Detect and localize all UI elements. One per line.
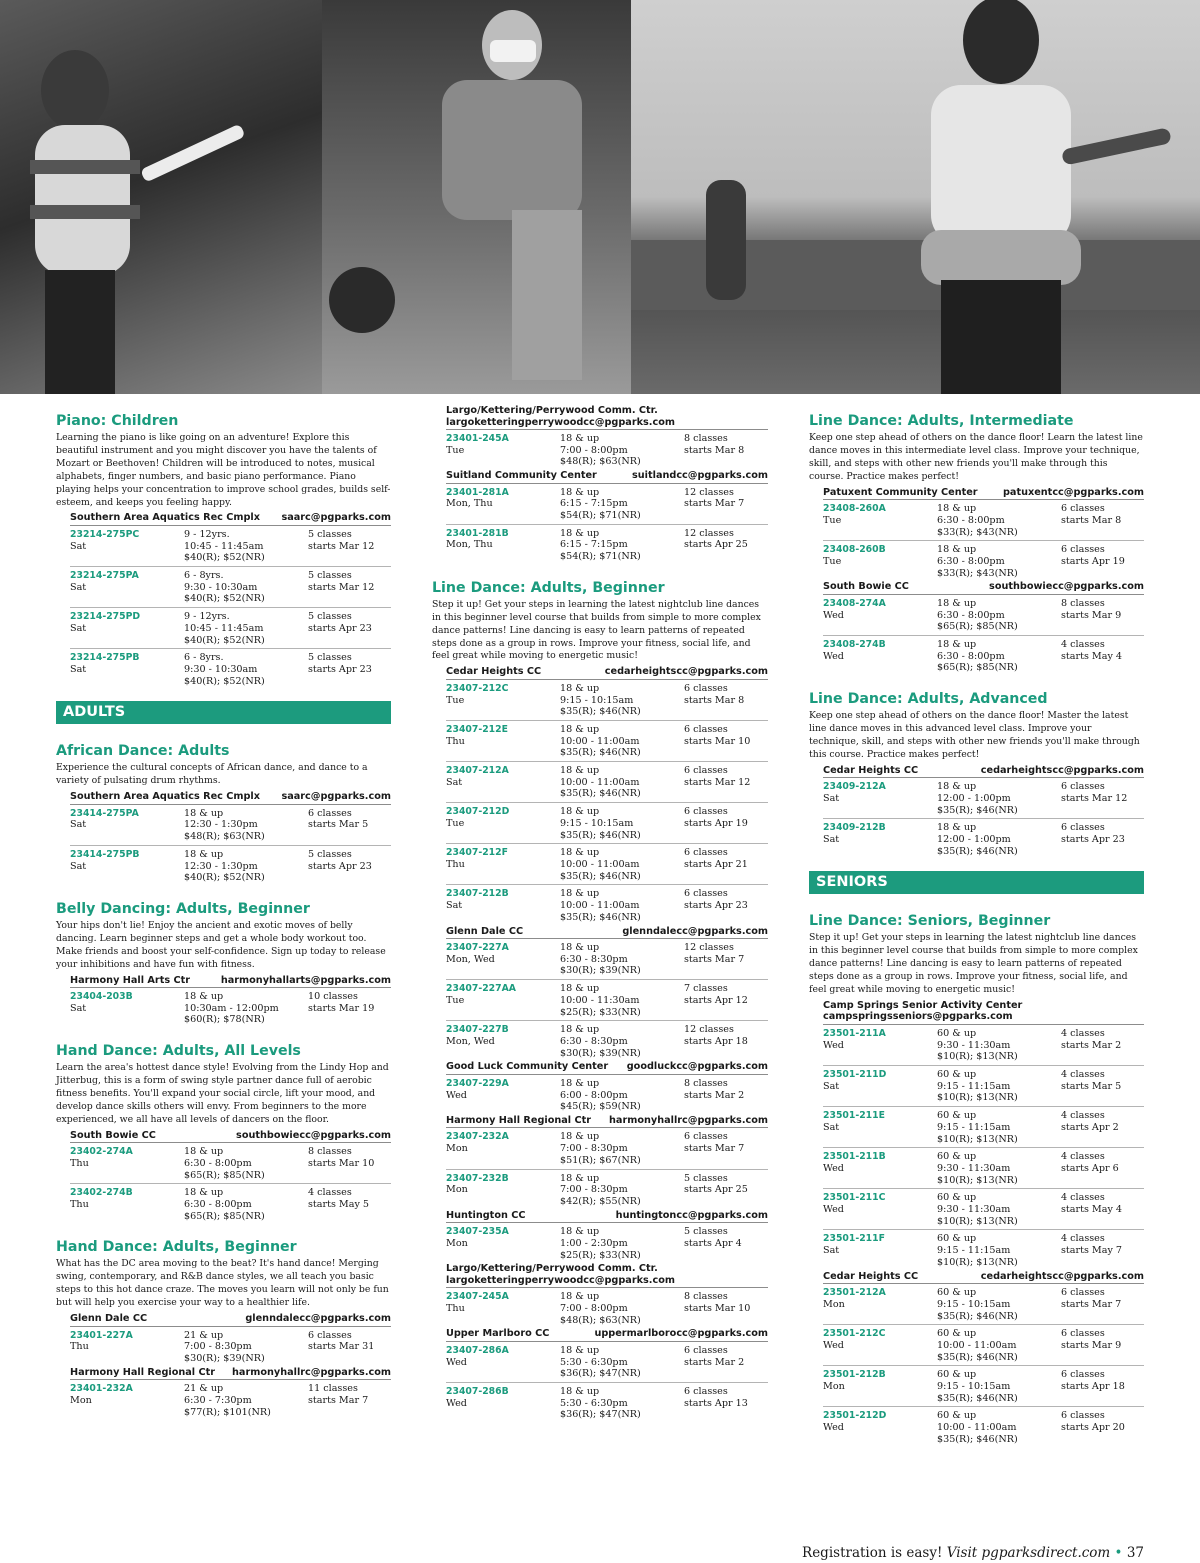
location-header: Patuxent Community Center patuxentcc@pgparks.com xyxy=(823,487,1144,501)
class-row: 23501-211D Sat 60 & up 9:15 - 11:15am $10(R); $13(NR) 4 classes starts Mar 5 xyxy=(823,1066,1144,1107)
location-header: Cedar Heights CC cedarheightscc@pgparks.com xyxy=(823,765,1144,779)
class-row: 23402-274A Thu 18 & up 6:30 - 8:00pm $65(R); $85(NR) 8 classes starts Mar 10 xyxy=(70,1143,391,1184)
class-row: 23501-211C Wed 60 & up 9:30 - 11:30am $10(R); $13(NR) 4 classes starts May 4 xyxy=(823,1189,1144,1230)
location-email[interactable]: cedarheightscc@pgparks.com xyxy=(604,666,768,678)
location-header: Huntington CC huntingtoncc@pgparks.com xyxy=(446,1210,768,1224)
class-row: 23501-212D Wed 60 & up 10:00 - 11:00am $35(R); $46(NR) 6 classes starts Apr 20 xyxy=(823,1410,1125,1445)
location-email[interactable]: patuxentcc@pgparks.com xyxy=(1002,486,1144,498)
class-code[interactable]: 23414-275PA xyxy=(70,807,139,819)
class-row: 23407-212B Sat 18 & up 10:00 - 11:00am $35(R); $46(NR) 6 classes starts Apr 23 xyxy=(446,888,748,923)
class-row: 23401-281B Mon, Thu 18 & up 6:15 - 7:15pm $54(R); $71(NR) 12 classes starts Apr 25 xyxy=(446,527,748,563)
class-code[interactable]: 23214-275PD xyxy=(70,611,141,623)
section-title: African Dance: Adults xyxy=(56,743,230,760)
class-code[interactable]: 23408-274B xyxy=(823,638,886,650)
class-row: 23414-275PA Sat 18 & up 12:30 - 1:30pm $48(R); $63(NR) 6 classes starts Mar 5 xyxy=(70,805,391,846)
class-code[interactable]: 23407-286A xyxy=(446,1344,509,1356)
location-header: Harmony Hall Regional Ctr harmonyhallrc@pgparks.com xyxy=(446,1115,768,1129)
class-row: 23407-286A Wed 18 & up 5:30 - 6:30pm $36(R); $47(NR) 6 classes starts Mar 2 xyxy=(446,1342,768,1383)
class-code[interactable]: 23407-212A xyxy=(446,765,509,777)
location-email[interactable]: glenndalecc@pgparks.com xyxy=(622,925,768,937)
page-footer xyxy=(802,1545,1144,1561)
location-header: Cedar Heights CC cedarheightscc@pgparks.com xyxy=(446,666,768,680)
class-code[interactable]: 23407-212B xyxy=(446,888,509,900)
class-code[interactable]: 23214-275PB xyxy=(70,652,140,664)
section-title: Hand Dance: Adults, Beginner xyxy=(56,1239,297,1256)
section-title: Hand Dance: Adults, All Levels xyxy=(56,1043,301,1060)
section-band-seniors: SENIORS xyxy=(809,871,1144,894)
class-code[interactable]: 23407-227AA xyxy=(446,983,516,995)
class-row: 23408-274B Wed 18 & up 6:30 - 8:00pm $65(R); $85(NR) 4 classes starts May 4 xyxy=(823,638,1123,674)
location-email[interactable]: southbowiecc@pgparks.com xyxy=(989,581,1144,593)
class-code[interactable]: 23401-245A xyxy=(446,433,509,444)
class-row: 23407-212D Tue 18 & up 9:15 - 10:15am $35(R); $46(NR) 6 classes starts Apr 19 xyxy=(446,803,768,844)
class-code[interactable]: 23407-212F xyxy=(446,847,508,859)
footer-site-link[interactable]: pgparksdirect.com xyxy=(981,1545,1111,1561)
location-header: Southern Area Aquatics Rec Cmplx saarc@pgparks.com xyxy=(70,512,391,526)
footer-visit: Visit xyxy=(946,1545,978,1561)
location-email[interactable]: largoketteringperrywoodcc@pgparks.com xyxy=(446,416,675,428)
class-code[interactable]: 23501-211A xyxy=(823,1027,886,1039)
class-row: 23408-274A Wed 18 & up 6:30 - 8:00pm $65(R); $85(NR) 8 classes starts Mar 9 xyxy=(823,595,1144,636)
class-row: 23407-212F Thu 18 & up 10:00 - 11:00am $35(R); $46(NR) 6 classes starts Apr 21 xyxy=(446,844,768,885)
class-row: 23409-212A Sat 18 & up 12:00 - 1:00pm $35(R); $46(NR) 6 classes starts Mar 12 xyxy=(823,778,1144,819)
section-title: Line Dance: Seniors, Beginner xyxy=(809,913,1051,930)
class-code[interactable]: 23214-275PC xyxy=(70,528,140,540)
section-description: Step it up! Get your steps in learning the latest nightclub line dances in this beginner level course that builds from simple to more complex dance patterns! Line dancing is easy to learn patterns of repeated steps done as a group in rows. Improve your fitness, social life, and feel great while moving to energetic music! xyxy=(809,932,1138,996)
footer-lead: Registration is easy! xyxy=(802,1545,943,1561)
class-code[interactable]: 23407-245A xyxy=(446,1291,509,1303)
location-email[interactable]: southbowiecc@pgparks.com xyxy=(236,1129,391,1141)
class-code[interactable]: 23401-281B xyxy=(446,527,509,539)
class-row: 23408-260B Tue 18 & up 6:30 - 8:00pm $33(R); $43(NR) 6 classes starts Apr 19 xyxy=(823,544,1125,579)
class-row: 23214-275PB Sat 6 - 8yrs. 9:30 - 10:30am $40(R); $52(NR) 5 classes starts Apr 23 xyxy=(70,652,372,687)
section-description: Experience the cultural concepts of African dance, and dance to a variety of pulsating drum rhythms. xyxy=(56,762,368,787)
location-header: Suitland Community Center suitlandcc@pgparks.com xyxy=(446,470,768,484)
section-description: Step it up! Get your steps in learning the latest nightclub line dances in this beginner level course that builds from simple to more complex dance patterns! Line dancing is easy to learn patterns of repeated steps done as a group in rows. Improve your fitness, social life, and feel great while moving to energetic music! xyxy=(432,598,761,662)
class-code[interactable]: 23407-232A xyxy=(446,1131,509,1143)
class-row: 23407-212A Sat 18 & up 10:00 - 11:00am $35(R); $46(NR) 6 classes starts Mar 12 xyxy=(446,762,768,803)
class-code[interactable]: 23501-212A xyxy=(823,1287,886,1299)
class-row: 23501-212B Mon 60 & up 9:15 - 10:15am $35(R); $46(NR) 6 classes starts Apr 18 xyxy=(823,1366,1144,1407)
photo-bowler xyxy=(322,0,631,394)
page-number: 37 xyxy=(1126,1545,1144,1561)
class-row: 23407-212C Tue 18 & up 9:15 - 10:15am $35(R); $46(NR) 6 classes starts Mar 8 xyxy=(446,680,768,721)
class-row: 23407-286B Wed 18 & up 5:30 - 6:30pm $36(R); $47(NR) 6 classes starts Apr 13 xyxy=(446,1386,748,1421)
location-email[interactable]: harmonyhallrc@pgparks.com xyxy=(232,1366,391,1378)
class-row: 23407-235A Mon 18 & up 1:00 - 2:30pm $25(R); $33(NR) 5 classes starts Apr 4 xyxy=(446,1226,742,1261)
location-email[interactable]: saarc@pgparks.com xyxy=(281,512,391,524)
class-row: 23407-229A Wed 18 & up 6:00 - 8:00pm $45(R); $59(NR) 8 classes starts Mar 2 xyxy=(446,1077,745,1113)
class-code[interactable]: 23501-212D xyxy=(823,1410,887,1422)
class-row: 23501-211F Sat 60 & up 9:15 - 11:15am $10(R); $13(NR) 4 classes starts May 7 xyxy=(823,1233,1123,1268)
class-code[interactable]: 23501-211E xyxy=(823,1110,885,1122)
section-description: Keep one step ahead of others on the dance floor! Learn the latest line dance moves in this intermediate level class. Improve your technique, skill, and steps with other new friends you'll make through this course. Practice makes perfect! xyxy=(809,432,1143,482)
class-row: 23407-232A Mon 18 & up 7:00 - 8:30pm $51(R); $67(NR) 6 classes starts Mar 7 xyxy=(446,1128,768,1169)
class-code[interactable]: 23214-275PA xyxy=(70,570,139,582)
class-code[interactable]: 23409-212B xyxy=(823,822,886,834)
location-header: South Bowie CC southbowiecc@pgparks.com xyxy=(823,581,1144,595)
footer-bullet: • xyxy=(1114,1545,1123,1561)
photo-strip xyxy=(0,0,1200,394)
location-header: Cedar Heights CC cedarheightscc@pgparks.com xyxy=(823,1271,1144,1285)
location-header: Largo/Kettering/Perrywood Comm. Ctr. largoketteringperrywoodcc@pgparks.com xyxy=(446,1263,768,1288)
class-code[interactable]: 23414-275PB xyxy=(70,848,140,860)
photo-softball-player xyxy=(0,0,322,394)
class-row: 23407-227B Mon, Wed 18 & up 6:30 - 8:30pm $30(R); $39(NR) 12 classes starts Apr 18 xyxy=(446,1024,748,1059)
section-title: Line Dance: Adults, Intermediate xyxy=(809,413,1074,429)
class-row: 23407-227AA Tue 18 & up 10:00 - 11:30am $25(R); $33(NR) 7 classes starts Apr 12 xyxy=(446,980,768,1021)
location-header: Glenn Dale CC glenndalecc@pgparks.com xyxy=(446,926,768,940)
class-row: 23404-203B Sat 18 & up 10:30am - 12:00pm $60(R); $78(NR) 10 classes starts Mar 19 xyxy=(70,991,375,1026)
class-row: 23409-212B Sat 18 & up 12:00 - 1:00pm $35(R); $46(NR) 6 classes starts Apr 23 xyxy=(823,822,1125,857)
class-row: 23401-232A Mon 21 & up 6:30 - 7:30pm $77(R); $101(NR) 11 classes starts Mar 7 xyxy=(70,1383,369,1418)
location-header: Harmony Hall Regional Ctr harmonyhallrc@pgparks.com xyxy=(70,1367,391,1381)
location-header: Southern Area Aquatics Rec Cmplx saarc@pgparks.com xyxy=(70,791,391,805)
column-middle xyxy=(432,405,768,1423)
class-row: 23407-212E Thu 18 & up 10:00 - 11:00am $35(R); $46(NR) 6 classes starts Mar 10 xyxy=(446,721,768,762)
class-row: 23408-260A Tue 18 & up 6:30 - 8:00pm $33(R); $43(NR) 6 classes starts Mar 8 xyxy=(823,500,1144,541)
class-code[interactable]: 23407-212C xyxy=(446,682,509,694)
class-code[interactable]: 23407-212E xyxy=(446,723,508,735)
section-description: Keep one step ahead of others on the dance floor! Master the latest line dance moves in this advanced level class. Improve your technique, skill, and steps with other new friends you'll make through this course. Practice makes perfect! xyxy=(809,710,1140,760)
location-email[interactable]: harmonyhallarts@pgparks.com xyxy=(220,974,391,986)
location-header: Largo/Kettering/Perrywood Comm. Ctr. largoketteringperrywoodcc@pgparks.com xyxy=(446,405,768,430)
class-code[interactable]: 23408-260A xyxy=(823,503,886,515)
section-description: What has the DC area moving to the beat? It's hand dance! Merging swing, contemporary, and R&B dance styles, we all teach you basic steps to this hot dance craze. The moves you learn will not only be fun but will help you exercise your way to a healthier life. xyxy=(56,1258,389,1309)
class-row: 23407-245A Thu 18 & up 7:00 - 8:00pm $48(R); $63(NR) 8 classes starts Mar 10 xyxy=(446,1291,751,1326)
class-code[interactable]: 23401-281A xyxy=(446,486,509,498)
class-code[interactable]: 23408-260B xyxy=(823,544,886,556)
location-email[interactable]: campspringsseniors@pgparks.com xyxy=(823,1011,1013,1023)
section-title: Piano: Children xyxy=(56,413,179,429)
class-code[interactable]: 23401-227A xyxy=(70,1329,133,1341)
section-title: Line Dance: Adults, Beginner xyxy=(432,579,665,596)
location-header: Camp Springs Senior Activity Center campspringsseniors@pgparks.com xyxy=(823,1000,1144,1025)
location-email[interactable]: cedarheightscc@pgparks.com xyxy=(980,1270,1144,1282)
section-title: Line Dance: Adults, Advanced xyxy=(809,691,1048,708)
class-row: 23414-275PB Sat 18 & up 12:30 - 1:30pm $40(R); $52(NR) 5 classes starts Apr 23 xyxy=(70,848,372,884)
section-description: Learning the piano is like going on an adventure! Explore this beautiful instrument and you might discover you have the talents of Mozart or Beethoven! Children will be introduced to notes, musical alphabets, finger numbers, and basic piano performance. Piano playing helps your concentration to improve school grades, builds self-esteem, and keeps you feeling happy. xyxy=(56,432,391,508)
class-code[interactable]: 23407-227B xyxy=(446,1024,509,1036)
section-title: Belly Dancing: Adults, Beginner xyxy=(56,900,310,917)
photo-line-dancers xyxy=(631,0,1200,394)
class-code[interactable]: 23407-227A xyxy=(446,942,509,954)
location-email[interactable]: saarc@pgparks.com xyxy=(281,791,391,803)
section-band-adults: ADULTS xyxy=(56,701,391,724)
class-code[interactable]: 23501-211D xyxy=(823,1069,887,1081)
section-description: Learn the area's hottest dance style! Evolving from the Lindy Hop and Jitterbug, this is a form of swing style partner dance full of aerobic fitness benefits. You'll expand your social circle, lift your mood, and develop dance skills others will envy. From beginners to the more experienced, we all have all levels of dancers on the floor. xyxy=(56,1062,389,1125)
location-header: Good Luck Community Center goodluckcc@pgparks.com xyxy=(446,1061,768,1075)
class-row: 23501-211E Sat 60 & up 9:15 - 11:15am $10(R); $13(NR) 4 classes starts Apr 2 xyxy=(823,1107,1144,1148)
location-header: South Bowie CC southbowiecc@pgparks.com xyxy=(70,1130,391,1144)
column-right xyxy=(809,412,1144,1448)
class-row: 23501-212A Mon 60 & up 9:15 - 10:15am $35(R); $46(NR) 6 classes starts Mar 7 xyxy=(823,1284,1144,1325)
class-row: 23214-275PC Sat 9 - 12yrs. 10:45 - 11:45am $40(R); $52(NR) 5 classes starts Mar 12 xyxy=(70,526,391,567)
class-row: 23402-274B Thu 18 & up 6:30 - 8:00pm $65(R); $85(NR) 4 classes starts May 5 xyxy=(70,1187,370,1222)
location-header: Harmony Hall Arts Ctr harmonyhallarts@pgparks.com xyxy=(70,975,391,989)
column-left xyxy=(56,412,391,1420)
location-email[interactable]: cedarheightscc@pgparks.com xyxy=(980,764,1144,776)
class-code[interactable]: 23402-274B xyxy=(70,1187,133,1199)
class-code[interactable]: 23404-203B xyxy=(70,991,133,1003)
class-code[interactable]: 23501-212C xyxy=(823,1328,886,1340)
location-email[interactable]: uppermarlborocc@pgparks.com xyxy=(594,1328,768,1340)
class-row: 23214-275PD Sat 9 - 12yrs. 10:45 - 11:45am $40(R); $52(NR) 5 classes starts Apr 23 xyxy=(70,608,391,649)
class-code[interactable]: 23407-286B xyxy=(446,1386,509,1397)
class-code[interactable]: 23407-232B xyxy=(446,1172,509,1184)
class-code[interactable]: 23402-274A xyxy=(70,1146,133,1158)
section-description: Your hips don't lie! Enjoy the ancient and exotic moves of belly dancing. Learn beginner steps and get a whole body workout too. Make friends and boost your self-confidence. Sign up today to release your inhibitions and have fun with fitness. xyxy=(56,919,386,970)
location-email[interactable]: goodluckcc@pgparks.com xyxy=(626,1061,768,1073)
class-row: 23407-232B Mon 18 & up 7:00 - 8:30pm $42(R); $55(NR) 5 classes starts Apr 25 xyxy=(446,1172,748,1207)
class-row: 23501-211A Wed 60 & up 9:30 - 11:30am $10(R); $13(NR) 4 classes starts Mar 2 xyxy=(823,1025,1144,1066)
class-row: 23501-212C Wed 60 & up 10:00 - 11:00am $35(R); $46(NR) 6 classes starts Mar 9 xyxy=(823,1325,1144,1366)
location-email[interactable]: harmonyhallrc@pgparks.com xyxy=(609,1114,768,1126)
class-row: 23501-211B Wed 60 & up 9:30 - 11:30am $10(R); $13(NR) 4 classes starts Apr 6 xyxy=(823,1148,1144,1189)
class-row: 23401-227A Thu 21 & up 7:00 - 8:30pm $30(R); $39(NR) 6 classes starts Mar 31 xyxy=(70,1329,375,1364)
location-email[interactable]: largoketteringperrywoodcc@pgparks.com xyxy=(446,1274,675,1286)
class-code[interactable]: 23401-232A xyxy=(70,1383,133,1395)
class-code[interactable]: 23407-229A xyxy=(446,1077,509,1089)
location-header: Upper Marlboro CC uppermarlborocc@pgparks.com xyxy=(446,1328,768,1342)
class-code[interactable]: 23501-211B xyxy=(823,1151,886,1163)
class-row: 23401-245A Tue 18 & up 7:00 - 8:00pm $48(R); $63(NR) 8 classes starts Mar 8 xyxy=(446,433,745,468)
class-row: 23407-227A Mon, Wed 18 & up 6:30 - 8:30pm $30(R); $39(NR) 12 classes starts Mar 7 xyxy=(446,939,768,980)
class-code[interactable]: 23409-212A xyxy=(823,781,886,793)
class-code[interactable]: 23408-274A xyxy=(823,597,886,609)
location-email[interactable]: glenndalecc@pgparks.com xyxy=(245,1313,391,1325)
location-email[interactable]: suitlandcc@pgparks.com xyxy=(632,470,768,482)
class-code[interactable]: 23501-212B xyxy=(823,1369,886,1381)
location-email[interactable]: huntingtoncc@pgparks.com xyxy=(615,1209,768,1221)
location-header: Glenn Dale CC glenndalecc@pgparks.com xyxy=(70,1313,391,1327)
class-row: 23214-275PA Sat 6 - 8yrs. 9:30 - 10:30am $40(R); $52(NR) 5 classes starts Mar 12 xyxy=(70,567,391,608)
class-code[interactable]: 23407-235A xyxy=(446,1226,509,1238)
class-row: 23401-281A Mon, Thu 18 & up 6:15 - 7:15pm $54(R); $71(NR) 12 classes starts Mar 7 xyxy=(446,484,768,525)
class-code[interactable]: 23407-212D xyxy=(446,806,510,818)
class-code[interactable]: 23501-211F xyxy=(823,1233,885,1245)
class-code[interactable]: 23501-211C xyxy=(823,1192,886,1204)
